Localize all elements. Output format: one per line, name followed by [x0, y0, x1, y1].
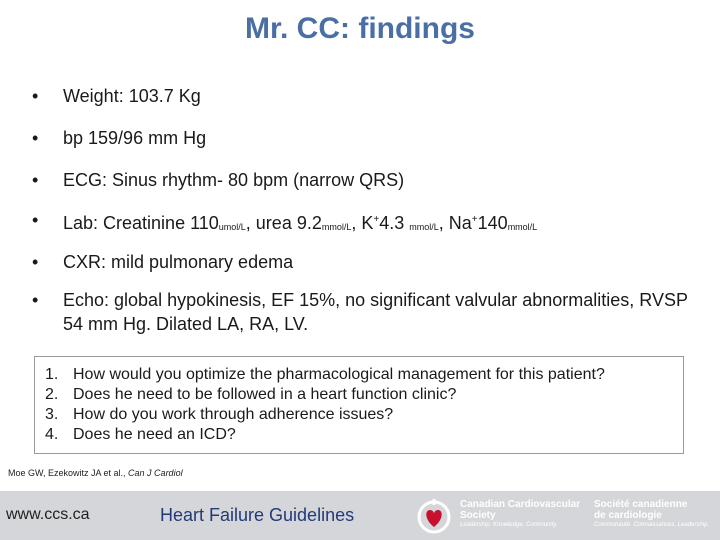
sodium-label: , Na [438, 213, 472, 233]
question-number: 1. [45, 366, 59, 383]
citation-journal: Can J Cardiol [128, 468, 183, 478]
logo-en-line2: Society [460, 510, 496, 521]
sodium-value: 140 [477, 213, 508, 233]
bullet-weight [32, 84, 702, 108]
bullet-symbol: • [32, 170, 39, 190]
questions-list [45, 365, 675, 445]
sodium-unit: mmol/L [507, 222, 538, 232]
bullet-symbol: • [32, 86, 39, 106]
lab-text [63, 208, 702, 239]
question-text: How do you work through adherence issues? [73, 406, 394, 423]
bullet-bp [32, 126, 702, 150]
bullet-symbol: • [32, 210, 39, 230]
footer-url[interactable]: www.ccs.ca [6, 506, 90, 523]
bullet-cxr [32, 250, 702, 274]
bullet-symbol: • [32, 128, 39, 148]
question-number: 4. [45, 426, 59, 443]
creatinine-label: Lab: Creatinine 110 [63, 213, 219, 233]
potassium-unit: mmol/L [409, 222, 439, 232]
potassium-value: 4.3 [379, 213, 410, 233]
ccs-heart-logo-icon [416, 497, 452, 535]
footer-bar [0, 491, 720, 540]
logo-fr-line2: de cardiologie [594, 510, 662, 521]
logo-en-line1: Canadian Cardiovascular [460, 499, 581, 510]
ccs-logo [416, 497, 716, 535]
logo-english [460, 499, 590, 529]
potassium-charge: + [373, 214, 380, 225]
bp-text: bp 159/96 mm Hg [63, 128, 207, 148]
creatinine-unit: umol/L [218, 222, 246, 232]
urea-unit: mmol/L [321, 222, 352, 232]
question-item [45, 385, 675, 405]
weight-text: Weight: 103.7 Kg [63, 86, 201, 106]
citation-authors: Moe GW, Ezekowitz JA et al., [8, 468, 129, 478]
question-text: How would you optimize the pharmacological management for this patient? [73, 366, 605, 383]
cxr-text: CXR: mild pulmonary edema [63, 252, 294, 272]
question-item [45, 365, 675, 385]
logo-french [594, 499, 719, 529]
question-number: 2. [45, 386, 59, 403]
bullet-echo [32, 288, 702, 336]
question-number: 3. [45, 406, 59, 423]
echo-text: Echo: global hypokinesis, EF 15%, no significant valvular abnormalities, RVSP 54 mm Hg. Dilated LA, RA, LV. [63, 290, 688, 334]
logo-fr-line1: Société canadienne [594, 499, 688, 510]
question-item [45, 425, 675, 445]
slide-title: Mr. CC: findings [245, 12, 475, 45]
bullet-ecg [32, 168, 702, 192]
bullet-symbol: • [32, 290, 39, 310]
urea-label: , urea 9.2 [245, 213, 322, 233]
footer-title: Heart Failure Guidelines [160, 505, 355, 525]
citation [8, 468, 183, 478]
ecg-text: ECG: Sinus rhythm- 80 bpm (narrow QRS) [63, 170, 405, 190]
logo-fr-tagline: Communauté. Connaissances. Leadership. [594, 522, 710, 528]
question-text: Does he need to be followed in a heart function clinic? [73, 386, 457, 403]
questions-box [34, 356, 684, 454]
bullet-lab [32, 208, 702, 239]
question-text: Does he need an ICD? [73, 426, 236, 443]
bullet-symbol: • [32, 252, 39, 272]
potassium-label: , K [351, 213, 374, 233]
logo-en-tagline: Leadership. Knowledge. Community. [460, 522, 558, 528]
question-item [45, 405, 675, 425]
sodium-charge: + [471, 214, 478, 225]
